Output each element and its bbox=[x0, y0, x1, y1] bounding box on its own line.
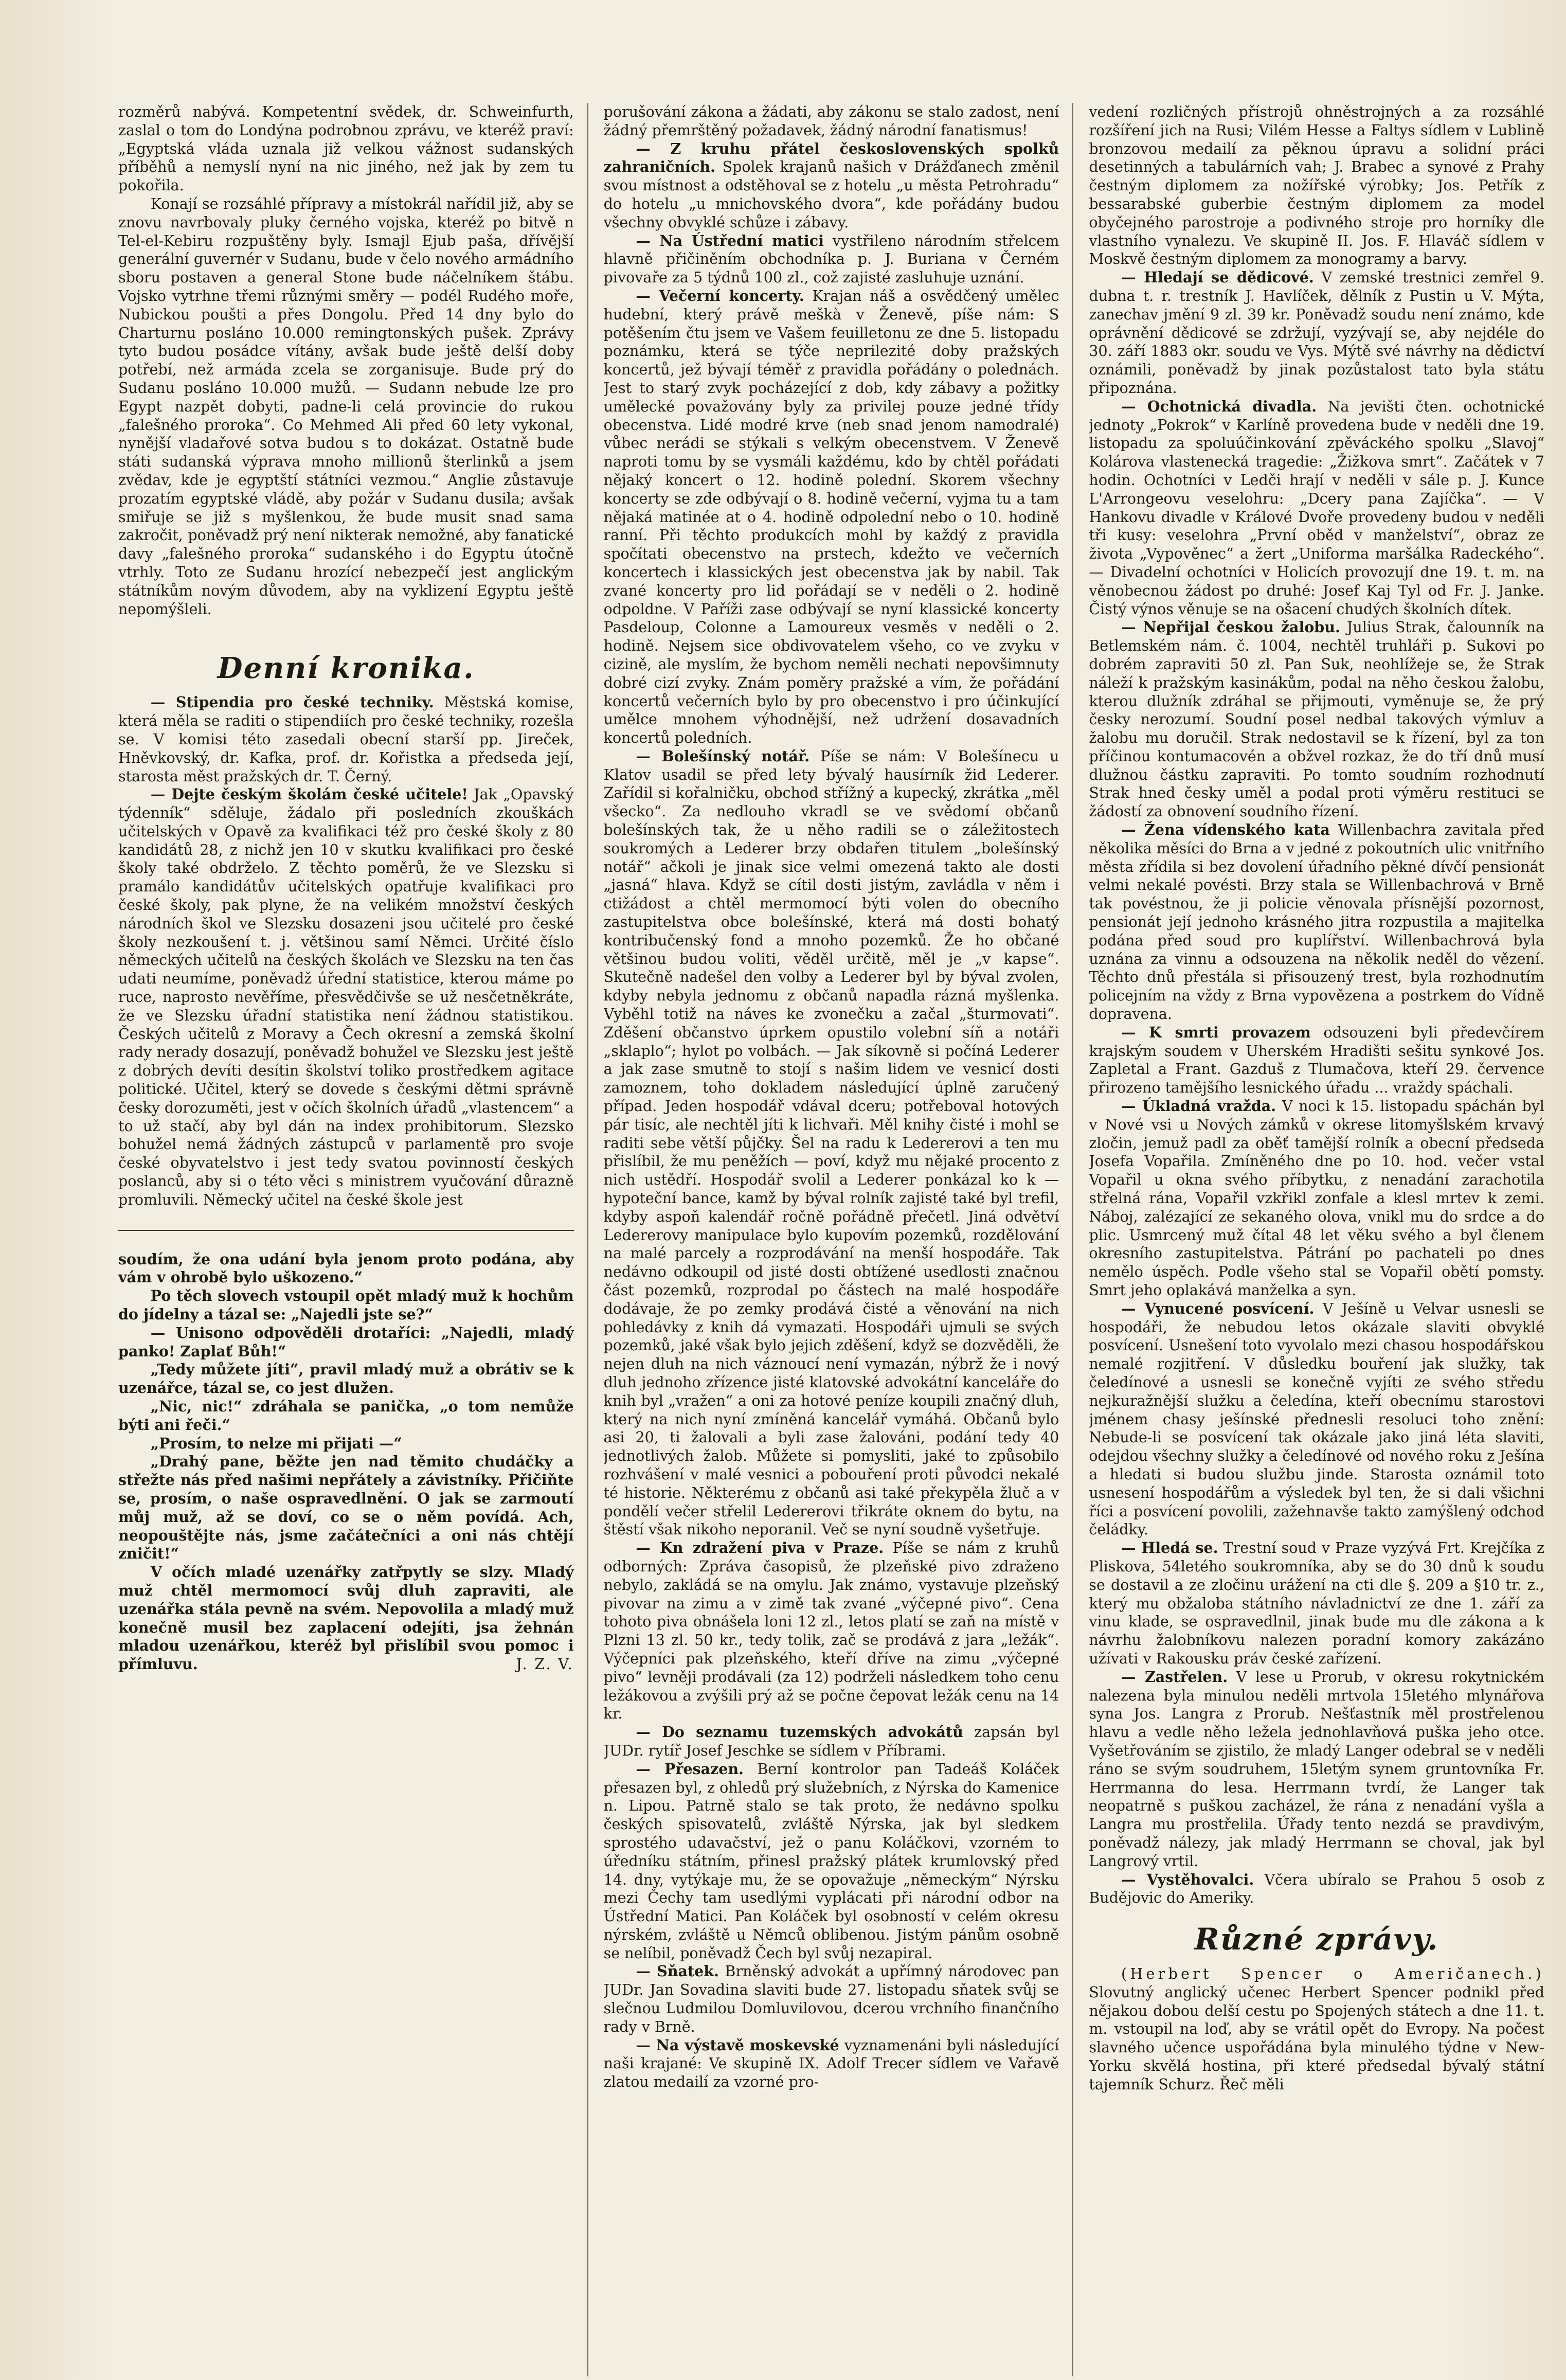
news-item-body: Spolek krajanů našich v Drážďanech změnil svou místnost a odstěhoval se z hotelu „u města Petrohradu“ do hotelu „u mnichovského dvora“, kde pořádány budou všechny obvyklé schůze i zábavy. bbox=[603, 158, 1059, 231]
news-item-body: Městská komise, která měla se raditi o stipendiích pro české techniky, rozešla se. V komisi této zasedali obecní starší pp. Jireček, Hněvkovský, dr. Kafka, prof. dr. Kořistka a předseda její, starosta měst pražských dr. T. Černý. bbox=[118, 694, 574, 785]
news-item bbox=[1089, 1871, 1544, 1908]
news-item bbox=[1089, 1300, 1544, 1539]
news-item-title: — Bolešínský notář. bbox=[636, 747, 810, 765]
column-2 bbox=[604, 103, 1074, 2376]
news-item-body: V Ješíně u Velvar usnesli se hospodáři, že nebudou letos okázale slaviti obvyklé posvícení. Usnešení toto vyvolalo mezi chasou hospodářskou nemalé rozjitření. V důsledku bouření jak služky, tak čeledínové a usnesli se konečně vyjíti ze svého středu nejkuražnější služku a čeledína, kteří obecnímu starostovi jménem chasy ješínské přednesli resoluci toho znění: Nebude-li se posvícení tak okázale jako jiná léta slaviti, odejdou všechny služky a čeledínové od nového roku z Ješína a hledati si budou službu jinde. Starosta oznámil toto usnesení hospodářům a výsledek byl ten, že si dali všichni říci a posvícení povolili, zažehnavše takto zamýšlený odchod čeládky. bbox=[1089, 1300, 1545, 1538]
news-item-body: Píše se nám: V Bolešínecu u Klatov usadil se před lety bývalý hausírník žid Lederer. Zařídil si kořalničku, obchod střížný a kupecký, zkrátka „měl všecko“. Za nedlouho vkradl se ve svědomí občanů bolešínských tak, že u něho radili se o záležitostech soukromých a Lederer brzy obdařen titulem „bolešínský notář“ ačkoli je jinak sice velmi omezená takto ale dosti „jasná“ hlava. Když se cítil dosti jistým, zavládla v něm i ctižádost a chtěl mermomocí býti volen do obecního zastupitelstva obce bolešínské, která má dosti bohatý kontribučenský fond a mnoho pozemků. Že ho občané většinou budou voliti, věděl určitě, měl je „v kapse“. Skutečně nadešel den volby a Lederer byl by býval zvolen, kdyby nebyla jednomu z občanů napadla rázná myšlenka. Vyběhl totiž na náves ke zvonečku a začal „šturmovati“. Zděšení občanstvo úprkem opustilo volební síň a notáři „sklaplo“; hylot po volbách. — Jak síkovně si počíná Lederer a jak zase smutně to stojí s našim lidem ve vesnicí dosti zamoznem, toho dokladem následující úplně zaručený případ. Jeden hospodář vdával dceru; potřeboval hotových pár tisíc, ale nechtěl jíti k lichvaři. Měl knihy čisté i mohl se raditi sebe větší půjčky. Šel na radu k Ledererovi a ten mu přislíbil, že mu peněžích — poví, když mu nějaké procento z nich ustědří. Hospodář svolil a Lederer ponkázal ko k — hypoteční bance, kamž by býval rolník zajisté také byl trefil, kdyby aspoň kalendář ročně pořádně přečetl. Jiná odvětví Ledererovy manipulace bylo kupovím pozemků, rozdělování na malé parcely a rozprodávání na menší hospodáře. Tak nedávno odkoupil od jisté dosti obtížené usedlosti značnou část pozemků, rozprodal po částech na malé hospodáře dodávaje, že po zemky prodává čisté a věnování na nich pohledávky z knih dá vymazati. Hospodáři ujmuli se svých pozemků, jaké však bylo jejich zděšení, když se dozvěděli, že nejen dluh na nich váznoucí není vymazán, nýbrž že i nový dluh jednoho zřízence jisté klatovské advokátní kanceláře do knih byl „vražen“ a oni za hotové peníze koupili značný dluh, který na nich nyní zmíněná kancelář vymáhá. Občanů bylo asi 20, ti žalovali a byli zase žalováni, podání tedy 40 jednotlivých žalob. Můžete si pomysliti, jaké to způsobilo rozhvášení v malé vesnici a pobouření proti původci nekalé té historie. Některému z občanů asi také překypěla žluč a v pondělí večer střelil Ledererovi třikráte oknem do bytu, na štěstí však nikoho neporanil. Več se nyní soudně vyšetřuje. bbox=[603, 747, 1059, 1538]
news-item bbox=[604, 747, 1059, 1539]
news-item bbox=[604, 1723, 1059, 1760]
news-item-title: — Ochotnická divadla. bbox=[1121, 397, 1317, 415]
news-item bbox=[604, 2036, 1059, 2091]
news-item-body: Včera ubíralo se Prahou 5 osob z Budějovic do Ameriky. bbox=[1089, 1871, 1545, 1907]
news-item-title: — Přesazen. bbox=[636, 1760, 744, 1778]
news-item bbox=[1089, 1097, 1544, 1300]
news-item bbox=[1089, 1024, 1544, 1097]
news-item-body: Jak „Opavský týdenník“ sděluje, žádalo při posledních zkouškách učitelských v Opavě za kvalifikaci též pro české školy z 80 kandidátů 28, z nichž jen 10 v skutku kvalifikaci pro české školy také obdrželo. Z těchto poměrů, že ve Slezsku si pramálo kandidátův učitelských opatřuje kvalifikaci pro české školy, pak plyne, že na velikém množství českých národních škol ve Slezsku dosazeni jsou učitelé pro české školy nezkoušení t. j. většinou samí Němci. Určité číslo německých učitelů na českých školách ve Slezsku na ten čas udati neumíme, poněvadž úřední statistice, kterou máme po ruce, naprosto nevěříme, přesvědčivše se už nesčetněkráte, že ve Slezsku úřadní statistika není žádnou statistikou. Českých učitelů z Moravy a Čech okresní a zemská školní rady nerady dosazují, poněvadž bohužel ve Slezsku jest ještě z dobrých devíti desítin školství toliko prostředkem agitace politické. Učitel, který se dovede s českými dětmi správně česky dorozuměti, jest v očích školních úřadů „vlastencem“ a to už stačí, aby byl dán na index prohibitorum. Slezsko bohužel nemá žádných zástupců v parlamentě pro svoje české obyvatelstvo i jest tedy svatou povinností českých poslanců, aby si o této věci s ministrem vyučování důrazně promluvili. Německý učitel na české škole jest bbox=[118, 786, 574, 1208]
news-item-title: — Zastřelen. bbox=[1121, 1668, 1228, 1686]
news-item-body: Slovutný anglický učenec Herbert Spencer podnikl před nějakou dobou delší cestu po Spojených státech a dne 11. t. m. vstoupil na loď, aby se vrátil opět do Evropy. Na počest slavného učence uspořádána byla minulého týdne v New-Yorku skvělá hostina, při které předsedal bývalý státní tajemník Schurz. Řeč měli bbox=[1089, 1983, 1545, 2093]
news-item-title: — Nepřijal českou žalobu. bbox=[1121, 618, 1340, 636]
news-item-body: vyznamenáni byli následující naši krajané: Ve skupině IX. Adolf Trecer sídlem ve Vařavě zlatou medailí za vzorné pro- bbox=[603, 2036, 1059, 2091]
news-item-body: Trestní soud v Praze vyzývá Frt. Krejčíka z Pliskova, 54letého soukromníka, aby se do 30 dnů k soudu se dostavil a ze zločinu urážení na cti dle §. 209 a §10 tr. z., který mu obžaloba státního návladnictví ze dne 1. září za vinu klade, se ospravedlnil, jinak bude mu dle zákona a k návrhu žalobníkovu nalezen poradní komory zakázáno užívati v Rakousku práv české zařízení. bbox=[1089, 1540, 1545, 1667]
story-paragraph: „Prosím, to nelze mi přijati —“ bbox=[150, 1434, 402, 1452]
news-item-body: odsouzeni byli předevčírem krajským soudem v Uherském Hradišti sešitu synkové Jos. Zapletal a Frant. Gazduš z Tlumačova, kteří 29. července přirozeno tamějšího lesnického úřadu ... vraždy spáchali. bbox=[1089, 1024, 1545, 1097]
news-item-title: — Vystěhovalci. bbox=[1121, 1870, 1254, 1888]
divider bbox=[118, 1230, 574, 1231]
section-heading-denni-kronika: Denní kronika. bbox=[217, 651, 475, 686]
news-item-body: Píše se nám z kruhů odborných: Zpráva časopisů, že plzeňské pivo zdraženo nebylo, zakládá se na omylu. Jak známo, vystavuje plzeňský pivovar na zimu a v zimě tak zvané „výčepné pivo“. Cena tohoto piva obnášela loni 12 zl., letos platí se zaň na místě v Plzni 13 zl. 50 kr., tedy tolik, zač se prodává z jara „ležák“. Výčepníci pak plzeňského, kteří dříve na zimu „výčepné pivo“ levněji prodávali (za 12) podrželi následkem toho cenu ležákovou a zvýšili prý až se počne čepovat ležák cenu na 14 kr. bbox=[603, 1540, 1059, 1723]
news-item-body: vystřileno národním střelcem hlavně přičiněním obchodníka p. J. Buriana v Černém pivovaře za 5 týdnů 100 zl., což zajisté zasluhuje uznání. bbox=[603, 232, 1059, 287]
section-heading-ruzne-zpravy: Různé zprávy. bbox=[1194, 1922, 1439, 1957]
story-paragraph: „Drahý pane, běžte jen nad těmito chudáčky a střežte nás před našimi nepřátely a závistníky. Přičiňte se, prosím, o naše ospravedlnění. O jak se zarmoutí můj muž, až se doví, co se o něm povídá. Ach, neopouštějte nás, jsme začátečníci a oni nás chtějí zničit!“ bbox=[118, 1453, 574, 1563]
news-item bbox=[118, 785, 574, 1209]
news-item bbox=[604, 287, 1059, 747]
news-item bbox=[604, 232, 1059, 287]
news-item-body: V zemské trestnici zemřel 9. dubna t. r. trestník J. Havlíček, dělník z Pustin u V. Mýta, zanechav jmění 9 zl. 39 kr. Poněvadž soudu není známo, kde oprávnění dědicové se zdržují, vyzývají se, aby nejdéle do 30. září 1883 okr. soudu ve Vys. Mýtě své návrhy na dědictví oznámili, poněvadž by jinak pozůstalost tato byla státu připoznána. bbox=[1089, 269, 1545, 397]
news-item-body: V noci k 15. listopadu spáchán byl v Nové vsi u Nových zámků v okrese litomyšlském krvavý zločin, jemuž padl za oběť tamější rolník a obecní předseda Josefa Vopařila. Zmíněného dne po 10. hod. večer vstal Vopařil u okna svého příbytku, z nenadání zarachotila střelná rána, Vopařil vzkřikl zonfale a klesl mrtev k zemi. Náboj, zalézající ze sekaného olova, vnikl mu do srdce a do plic. Usmrcený muž čítal 48 let věku svého a byl členem okresního zastupitelstva. Pátrání po pachateli po dnes nemělo úspěch. Podle všeho stal se Vopařil obětí pomsty. Smrt jeho oplakává manželka a syn. bbox=[1089, 1098, 1545, 1299]
news-item bbox=[1089, 1965, 1544, 2094]
article-paragraph: rozměrů nabývá. Kompetentní svědek, dr. Schweinfurth, zaslal o tom do Londýna podrobnou zprávu, ve kteréž praví: „Egyptská vláda uznala již velkou vážnost sudanských příběhů a nemyslí nyní na nic jiného, než jak by zem tu pokořila. bbox=[118, 103, 574, 194]
news-item-title: — Úkladná vražda. bbox=[1121, 1097, 1276, 1115]
news-item-title: — Večerní koncerty. bbox=[636, 287, 804, 305]
news-item-title: — K smrti provazem bbox=[1121, 1023, 1311, 1041]
news-item bbox=[1089, 1539, 1544, 1668]
news-item bbox=[604, 103, 1059, 140]
story-paragraph: — Unisono odpověděli drotaříci: „Najedli, mladý panko! Zaplať Bůh!“ bbox=[118, 1323, 574, 1360]
news-item-body: porušování zákona a žádati, aby zákonu se stalo zadost, není žádný přemrštěný požadavek, žádný národní fanatismus! bbox=[603, 103, 1059, 139]
column-3 bbox=[1089, 103, 1544, 2376]
story-paragraph: „Nic, nic!“ zdráhala se panička, „o tom nemůže býti ani řeči.“ bbox=[118, 1398, 574, 1434]
news-item-title: — Vynucené posvícení. bbox=[1121, 1299, 1315, 1317]
news-item-body: Julius Strak, čalounník na Betlemském nám. č. 1004, nechtěl truhláři p. Sukovi po dobrém zapraviti 50 zl. Pan Suk, neohlížeje se, že Strak náleží k pražským kasinákům, podal na něho českou žalobu, kterou dlužník zdráhal se přijmouti, vyměnuje se, že prý česky nerozumí. Soudní posel nedbal takových výmluv a žalobu mu doručil. Strak nedostavil se k řízení, byl za ton příčinou kontumacovén a obžvel rozkaz, že do tří dnů musí dlužnou částku zapraviti. Po tomto soudním rozhodnutí Strak hned česky uměl a podal proti výměru restituci se žádostí za obnovení soudního řízení. bbox=[1089, 619, 1545, 820]
news-item bbox=[604, 1760, 1059, 1963]
news-item-title: — Stipendia pro české techniky. bbox=[150, 693, 434, 711]
story-last-text: V očích mladé uzenářky zatřpytly se slzy. Mladý muž chtěl mermomocí svůj dluh zapraviti, ale uzenářka stála pevně na svém. Nepovolila a mladý muž konečně musil bez zaplacení odejíti, jsa žehnán mladou uzenářkou, kteréž byl přislíbil svou pomoc i přímluvu. bbox=[118, 1563, 574, 1673]
news-item bbox=[1089, 269, 1544, 398]
news-item-body: Willenbachra zavitala před několika měsíci do Brna a v jedné z pokoutních ulic vnitřního města zřídila si bez dovolení úřadního pěkné dívčí pensionát velmi nekalé povésti. Brzy stala se Willenbachrová v Brně tak povéstnou, že ji policie věnovala přísnější pozornost, pensionát její jednoho krásného jitra rozpustila a majitelka podána před soud pro kuplířství. Willenbachrová byla uznána za vinnu a odsouzena na několik neděl do vězení. Těchto dnů přestála si přisouzený trest, byla rozhodnutím policejním na vždy z Brna vypovězena a postrkem do Vídně dopravena. bbox=[1089, 821, 1545, 1023]
news-item bbox=[1089, 618, 1544, 821]
news-item-title: — Kn zdražení piva v Praze. bbox=[636, 1539, 884, 1557]
news-item-title: — Z kruhu přátel československých spolků zahraničních. bbox=[603, 139, 1059, 176]
story-paragraph: „Tedy můžete jíti“, pravil mladý muž a obrátiv se k uzenářce, tázal se, co jest dlužen. bbox=[118, 1361, 574, 1397]
article-paragraph: Konají se rozsáhlé přípravy a místokrál nařídil již, aby se znovu navrbovaly pluky černého vojska, kteréž po bitvě n Tel-el-Kebiru rozpuštěny byly. Ismajl Ejub paša, dřívější generální guvernér v Sudanu, bude v čelo nového armádního sboru postaven a general Stone bude náčelníkem štábu. Vojsko vytrhne třemi různými směry — podél Rudého moře, Nubickou poušti a přes Dongolu. Před 14 dny bylo do Charturnu posláno 10.000 remingtonských pušek. Zprávy tyto budou posádce vítány, avšak bude ještě delší doby potřebí, než armáda zcela se zorganisuje. Bude prý do Sudanu posláno 10.000 mužů. — Sudann nebude lze pro Egypt nazpět dobyti, padne-li celá provincie do rukou „falešného proroka“. Co Mehmed Ali před 60 lety vykonal, nynější vladařové sotva budou s to dokázat. Ostatně bude státi sudanská výprava mnoho millionů šterlinků a jsem zvědav, kde je egyptští státníci vezmou.“ Anglie zůstavuje prozatím egyptské vládě, aby požár v Sudanu dusila; avšak smiřuje se již s myšlenkou, že bude musit snad sama zakročit, poněvadž prý není nikterak nemožné, aby fanatické davy „falešného proroka“ sudanského i do Egyptu útočně vtrhly. Toto ze Sudanu hrozící nebezpečí jest anglickým státníkům novým důvodem, aby na vyklizení Egyptu ještě nepomýšleli. bbox=[118, 195, 574, 618]
news-item-body: zapsán byl JUDr. rytíř Josef Jeschke se sídlem v Příbrami. bbox=[603, 1724, 1059, 1759]
news-item bbox=[604, 1539, 1059, 1723]
story-paragraph bbox=[118, 1563, 574, 1674]
news-item-body: Na jevišti čten. ochotnické jednoty „Pokrok“ v Karlíně provedena bude v neděli dne 19. listopadu za spoluúčinkování zpěváckého spolku „Slavoj“ Kolárova vlastenecká tragedie: „Žižkova smrt“. Začátek v 7 hodin. Ochotníci v Ledči hrají v neděli v sále p. J. Kunce L'Arrongeovu veselohru: „Dcery pana Zajíčka“. — V Hankovu divadle v Králové Dvoře provedeny budou v neděli tři kusy: veselohra „První oběd v manželství“, obraz ze života „Vypověnec“ a žert „Uniforma maršálka Radeckého“. — Divadelní ochotníci v Holicích provozují dne 19. t. m. na věnobecnou žádost po druhé: Josef Kaj Tyl od Fr. J. Janke. Čistý výnos věnuje se na ošacení chudých školních dítek. bbox=[1089, 398, 1545, 618]
story-signature: J. Z. V. bbox=[516, 1656, 574, 1673]
news-item-title: — Dejte českým školám české učitele! bbox=[150, 785, 468, 803]
news-item-title: — Sňatek. bbox=[636, 1962, 719, 1980]
news-item-title: — Žena vídenského kata bbox=[1121, 821, 1330, 839]
news-item-title: — Na Ústřední matici bbox=[636, 231, 824, 249]
news-item bbox=[1089, 103, 1544, 269]
news-item bbox=[604, 140, 1059, 232]
news-item bbox=[1089, 398, 1544, 619]
news-item bbox=[1089, 821, 1544, 1024]
news-item bbox=[118, 693, 574, 785]
news-item-title: — Do seznamu tuzemských advokátů bbox=[636, 1723, 963, 1741]
news-item bbox=[604, 1962, 1059, 2036]
news-item-title: — Hledají se dědicové. bbox=[1121, 269, 1314, 287]
story-paragraph: soudím, že ona udání byla jenom proto podána, aby vám v ohrobě bylo uškozeno.“ bbox=[118, 1250, 574, 1286]
news-item-body: V lese u Prorub, v okresu rokytnickém nalezena byla minulou neděli mrtvola 15letého mlynářova syna Jos. Langra z Prorub. Nešťastník měl prostřelenou hlavu a vedle něho ležela jednohlavňová puška jeho otce. Vyšetřováním se zjistilo, že mladý Langer odebral se v neděli ráno se svým soudruhem, 15letým synem gruntovníka Fr. Herrmanna do lesa. Herrmann tvrdí, že Langer tak neopatrně s puškou zacházel, že rána z nenadání vyšla a Langra mu prostřelila. Úřady tento nezdá se pravdivým, poněvadž nálezy, jak mladý Herrmann se choval, jak byl Langrový vrtil. bbox=[1089, 1668, 1545, 1870]
story-paragraph: Po těch slovech vstoupil opět mladý muž k hochům do jídelny a tázal se: „Najedli jste se?“ bbox=[118, 1287, 574, 1323]
news-item-body: Krajan náš a osvědčený umělec hudební, který právě meškà v Ženevě, píše nám: S potěšením čtu jsem ve Vašem feuilletonu ze dne 5. listopadu poznámku, která se týče neprilezité doby pražských koncertů, jež bývají téměř z pravidla pořádány o polednách. Jest to starý zvyk pocházející z dob, kdy zábavy a požitky umělecké považovány byly za privilej pouze jedné třídy obecenstva. Lidé modré krve (neb snad jenom namodralé) vůbec nerádi se stýkali s velkým obecenstvem. V Ženevě naproti tomu by se vysmáli každému, kdo by chtěl pořádati nějaký koncert o 12. hodině polední. Skorem všechny koncerty se zde odbývají o 8. hodině večerní, vyjma tu a tam nějaká matinée at o 4. hodině odpolední nebo o 10. hodině ranní. Při těchto produkcích mohl by každý z pravidla spočítati obecenstvo na prstech, kdežto ve večerních koncertech i klassických jest obecenstva jak by nabil. Tak zvané koncerty pro lid pořádají se v neděli o 2. hodině odpoldne. V Paříži zase odbývají se nyní klassické koncerty Pasdeloup, Colonne a Lamoureux vesměs v neděli o 2. hodině. Nejsem sice obdivovatelem všeho, co ve zvyku v cizině, ale myslím, že bychom neměli nechati nepovšimnuty dobré cizí zvyky. Znám poměry pražské a vím, že pořádání koncertů večerních bylo by pro obecenstvo i pro účinkující umělce mnohem výhodnější, než udržení dosavadních koncertů poledních. bbox=[603, 287, 1059, 747]
columns bbox=[118, 103, 1544, 2376]
news-item-title: (Herbert Spencer o Američanech.) bbox=[1121, 1965, 1545, 1983]
news-item-title: — Na výstavě moskevské bbox=[636, 2036, 839, 2054]
news-item bbox=[1089, 1668, 1544, 1871]
news-item-body: vedení rozličných přístrojů ohněstrojných a za rozsáhlé rozšíření jich na Rusi; Vilém Hesse a Faltys sídlem v Lublině bronzovou medailí za pěknou úpravu a solidní práci desetinných a tabulárních vah; J. Brabec a synové z Prahy čestným diplomem za nožířské výrobky; Jos. Petřík z bessarabské guberbie čestným diplomem za model obyčejného parostroje a podivného stroje pro horníky dle vlastního vynalezu. Ve skupině II. Jos. F. Hlaváč sídlem v Moskvě čestným diplomem za monogramy a barvy. bbox=[1089, 103, 1545, 268]
news-item-title: — Hledá se. bbox=[1121, 1539, 1218, 1557]
news-item-body: Berní kontrolor pan Tadeáš Koláček přesazen byl, z ohledů prý služebních, z Nýrska do Kamenice n. Lipou. Patrně stalo se tak proto, že nedávno spolku českých spisovatelů, zvláště Nýrska, jak byl sledkem sprostého udavačství, jež o panu Koláčkovi, vzorném to úředníku státním, přinesl pražský plátek krumlovský před 14. dny, vytýkaje mu, že se opovažuje „německým“ Nýrsku mezi Čechy tam usedlými vyplácati při národní odbor na Ústřední Matici. Pan Koláček byl osobností v celém okresu nýrském, zvláště u Němců oblibenou. Jistým pánům osobně se nelíbil, poněvadž Čech byl svůj nezapiral. bbox=[603, 1760, 1059, 1962]
news-item-body: Brněnský advokát a upřímný národovec pan JUDr. Jan Sovadina slaviti bude 27. listopadu sňatek svůj se slečnou Ludmilou Domluvilovou, dcerou vrchního finančního rady v Brně. bbox=[603, 1963, 1059, 2035]
column-1 bbox=[118, 103, 588, 2376]
